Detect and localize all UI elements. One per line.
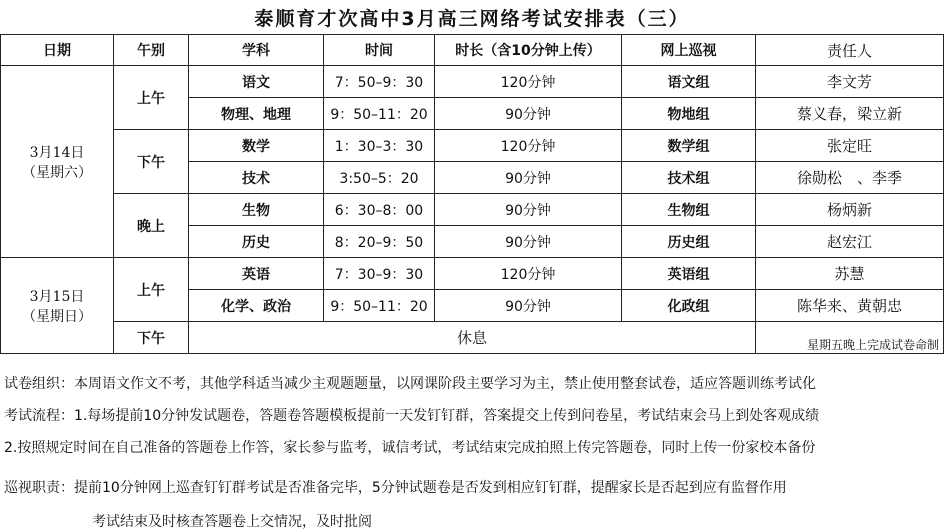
duration-cell: 90分钟 (435, 194, 622, 226)
header-row (1, 35, 944, 66)
patrol-cell: 生物组 (622, 194, 756, 226)
header-session: 午别 (114, 35, 189, 66)
patrol-cell: 语文组 (622, 66, 756, 98)
note-exam-process: 考试流程：1.每场提前10分钟发试题卷，答题卷答题模板提前一天发钉钉群，答案提交上传到问卷星，考试结束会马上到处客观成绩 (4, 408, 820, 424)
duration-cell: 90分钟 (435, 290, 622, 322)
note-patrol-duties-2: 考试结束及时核查答题卷上交情况，及时批阅 (92, 514, 372, 530)
duration-cell: 120分钟 (435, 66, 622, 98)
patrol-cell: 技术组 (622, 162, 756, 194)
subject-cell: 生物 (189, 194, 324, 226)
patrol-cell: 英语组 (622, 258, 756, 290)
subject-cell: 化学、政治 (189, 290, 324, 322)
time-cell: 8：20–9：50 (324, 226, 435, 258)
patrol-cell: 物地组 (622, 98, 756, 130)
responsible-cell: 陈华来、黄朝忠 (756, 290, 944, 322)
prep-note: 星期五晚上完成试卷命制 (756, 322, 944, 354)
patrol-cell: 化政组 (622, 290, 756, 322)
table-row (1, 66, 944, 98)
subject-cell: 数学 (189, 130, 324, 162)
responsible-cell: 赵宏江 (756, 226, 944, 258)
duration-cell: 90分钟 (435, 162, 622, 194)
subject-cell: 物理、地理 (189, 98, 324, 130)
responsible-cell: 苏慧 (756, 258, 944, 290)
header-time: 时间 (324, 35, 435, 66)
responsible-cell: 杨炳新 (756, 194, 944, 226)
header-duration: 时长（含10分钟上传） (435, 35, 622, 66)
responsible-cell: 张定旺 (756, 130, 944, 162)
session-cell: 下午 (114, 130, 189, 194)
time-cell: 1：30–3：30 (324, 130, 435, 162)
responsible-cell: 徐勋松 、李季 (756, 162, 944, 194)
patrol-cell: 历史组 (622, 226, 756, 258)
schedule-table (0, 34, 944, 354)
header-subject: 学科 (189, 35, 324, 66)
rest-cell: 休息 (189, 322, 756, 354)
time-cell: 3:50–5：20 (324, 162, 435, 194)
time-cell: 9：50–11：20 (324, 98, 435, 130)
date-label: 3月14日 (29, 144, 85, 161)
table-row (1, 258, 944, 290)
patrol-cell: 数学组 (622, 130, 756, 162)
header-responsible: 责任人 (756, 35, 944, 66)
table-row (1, 322, 944, 354)
duration-cell: 90分钟 (435, 226, 622, 258)
date-label: 3月15日 (29, 288, 85, 305)
header-date: 日期 (1, 35, 114, 66)
page-title: 泰顺育才次高中3月高三网络考试安排表（三） (254, 7, 690, 30)
duration-cell: 90分钟 (435, 98, 622, 130)
subject-cell: 语文 (189, 66, 324, 98)
subject-cell: 历史 (189, 226, 324, 258)
table-row (1, 130, 944, 162)
session-cell: 上午 (114, 66, 189, 130)
responsible-cell: 李文芳 (756, 66, 944, 98)
session-cell: 晚上 (114, 194, 189, 258)
subject-cell: 英语 (189, 258, 324, 290)
note-paper-organization: 试卷组织：本周语文作文不考，其他学科适当减少主观题题量，以网课阶段主要学习为主，禁止使用整套试卷，适应答题训练考试化 (4, 376, 816, 392)
duration-cell: 120分钟 (435, 258, 622, 290)
duration-cell: 120分钟 (435, 130, 622, 162)
note-patrol-duties: 巡视职责：提前10分钟网上巡查钉钉群考试是否准备完毕，5分钟试题卷是否发到相应钉钉群，提醒家长是否起到应有监督作用 (4, 480, 787, 496)
time-cell: 7：50–9：30 (324, 66, 435, 98)
table-row (1, 194, 944, 226)
header-patrol: 网上巡视 (622, 35, 756, 66)
date-cell (1, 66, 114, 258)
time-cell: 9：50–11：20 (324, 290, 435, 322)
date-cell (1, 258, 114, 354)
session-cell: 下午 (114, 322, 189, 354)
time-cell: 6：30–8：00 (324, 194, 435, 226)
subject-cell: 技术 (189, 162, 324, 194)
time-cell: 7：30–9：30 (324, 258, 435, 290)
weekday-label: （星期六） (22, 164, 92, 181)
note-exam-process-2: 2.按照规定时间在自己准备的答题卷上作答，家长参与监考，诚信考试，考试结束完成拍照上传完答题卷，同时上传一份家校本备份 (4, 440, 816, 456)
session-cell: 上午 (114, 258, 189, 322)
responsible-cell: 蔡义春，梁立新 (756, 98, 944, 130)
weekday-label: （星期日） (22, 308, 92, 325)
